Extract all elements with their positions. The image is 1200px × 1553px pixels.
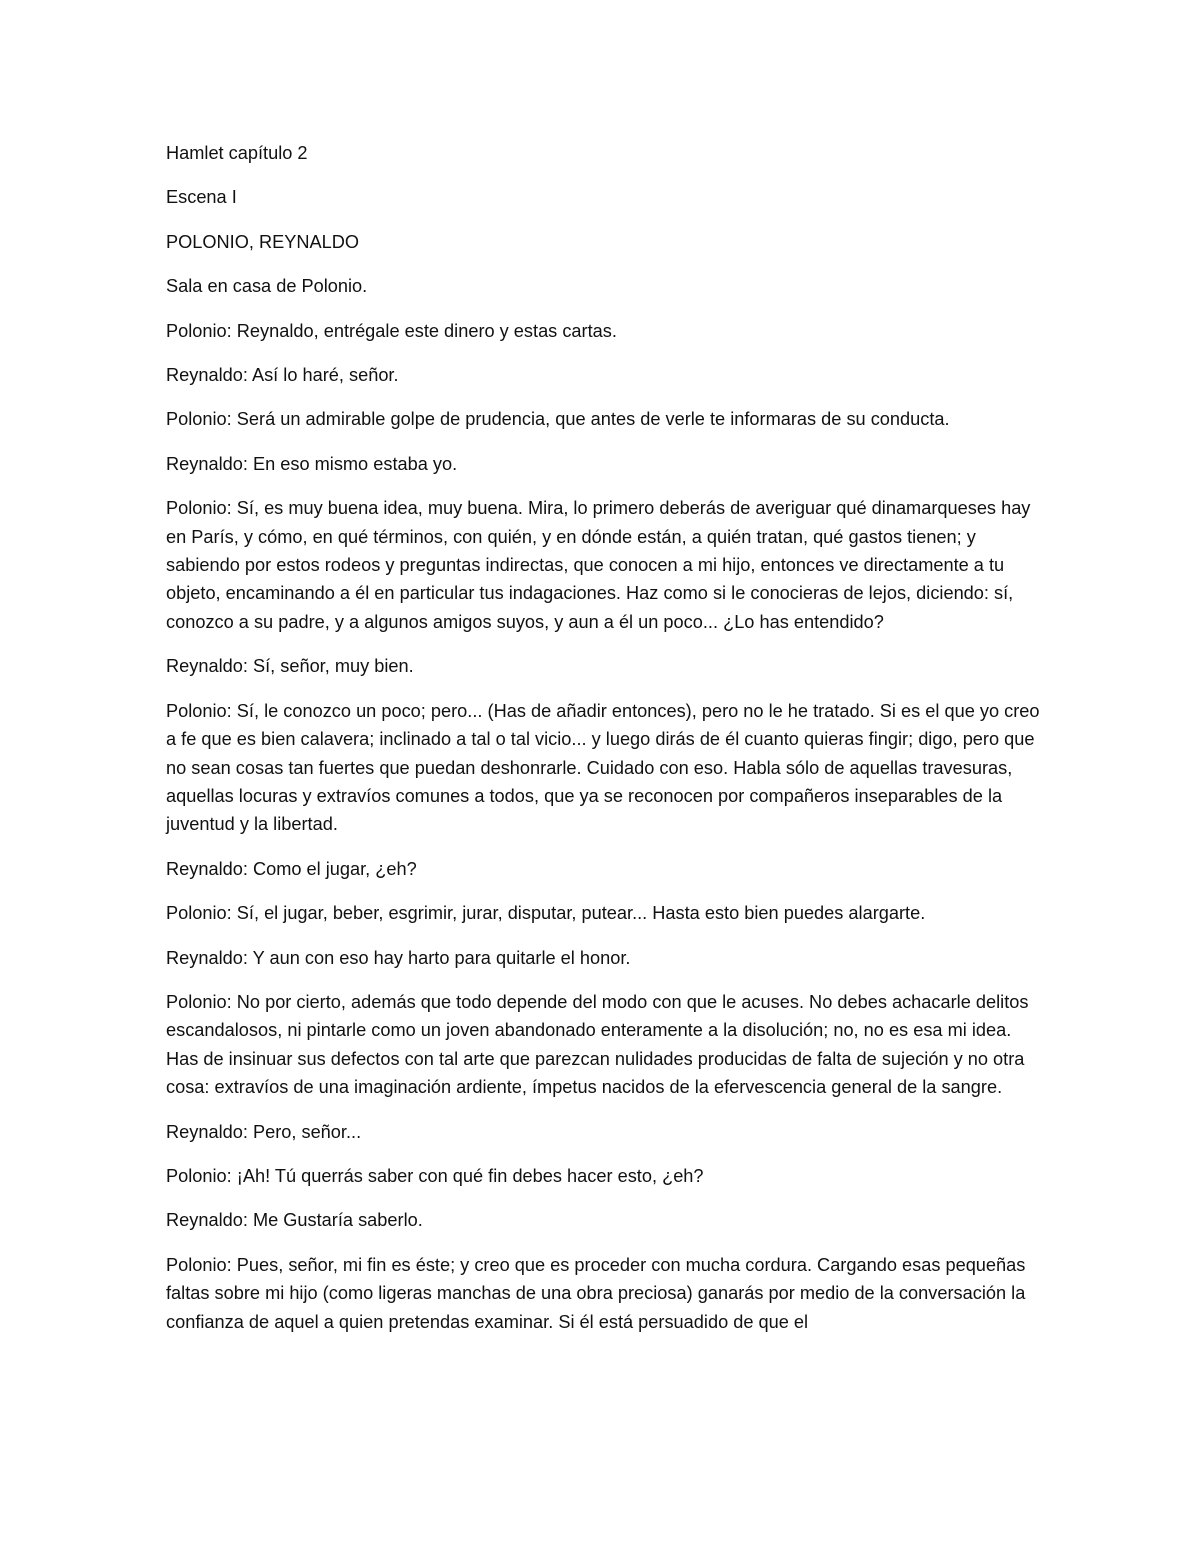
document-body [166,139,1046,1352]
scene-setting: Sala en casa de Polonio. [166,276,368,297]
dialogue-line: Polonio: Sí, es muy buena idea, muy buena. Mira, lo primero deberás de averiguar qué dinamarqueses hay en París, y cómo, en qué términos, con quién, y en dónde están, a quién tratan, qué gastos tienen; y sabiendo por estos rodeos y preguntas indirectas, que conocen a mi hijo, entonces ve directamente a tu objeto, encaminando a él en particular tus indagaciones. Haz como si le conocieras de lejos, diciendo: sí, conozco a su padre, y a algunos amigos suyos, y aun a él un poco... ¿Lo has entendido? [166,498,1031,632]
dialogue-line: Reynaldo: Pero, señor... [166,1121,362,1142]
dialogue-line: Reynaldo: Así lo haré, señor. [166,365,399,386]
dialogue-line: Reynaldo: Y aun con eso hay harto para quitarle el honor. [166,947,631,968]
dialogue-line: Polonio: Sí, el jugar, beber, esgrimir, jurar, disputar, putear... Hasta esto bien puedes alargarte. [166,903,926,924]
dialogue-line: Polonio: Reynaldo, entrégale este dinero y estas cartas. [166,320,617,341]
dialogue-line: Polonio: ¡Ah! Tú querrás saber con qué fin debes hacer esto, ¿eh? [166,1165,704,1186]
scene-heading: Escena I [166,187,237,208]
dialogue-line: Reynaldo: Me Gustaría saberlo. [166,1210,423,1231]
dialogue-line: Reynaldo: Como el jugar, ¿eh? [166,858,417,879]
document-title: Hamlet capítulo 2 [166,143,308,163]
dialogue-line: Reynaldo: Sí, señor, muy bien. [166,656,414,677]
character-list: POLONIO, REYNALDO [166,231,360,252]
dialogue-line: Reynaldo: En eso mismo estaba yo. [166,453,458,474]
dialogue-line: Polonio: Sí, le conozco un poco; pero... (Has de añadir entonces), pero no le he tratado. Si es el que yo creo a fe que es bien calavera; inclinado a tal o tal vicio... y luego dirás de él cuanto quieras fingir; digo, pero que no sean cosas tan fuertes que puedan deshonrarle. Cuidado con eso. Habla sólo de aquellas travesuras, aquellas locuras y extravíos comunes a todos, que ya se reconocen por compañeros inseparables de la juventud y la libertad. [166,700,1040,835]
dialogue-line: Polonio: Pues, señor, mi fin es éste; y creo que es proceder con mucha cordura. Cargando esas pequeñas faltas sobre mi hijo (como ligeras manchas de una obra preciosa) ganarás por medio de la conversación la confianza de aquel a quien pretendas examinar. Si él está persuadido de que el [166,1254,1026,1332]
dialogue-line: Polonio: No por cierto, además que todo depende del modo con que le acuses. No debes achacarle delitos escandalosos, ni pintarle como un joven abandonado enteramente a la disolución; no, no es esa mi idea. Has de insinuar sus defectos con tal arte que parezcan nulidades producidas de falta de sujeción y no otra cosa: extravíos de una imaginación ardiente, ímpetus nacidos de la efervescencia general de la sangre. [166,991,1029,1098]
dialogue-line: Polonio: Será un admirable golpe de prudencia, que antes de verle te informaras de su conducta. [166,409,950,430]
